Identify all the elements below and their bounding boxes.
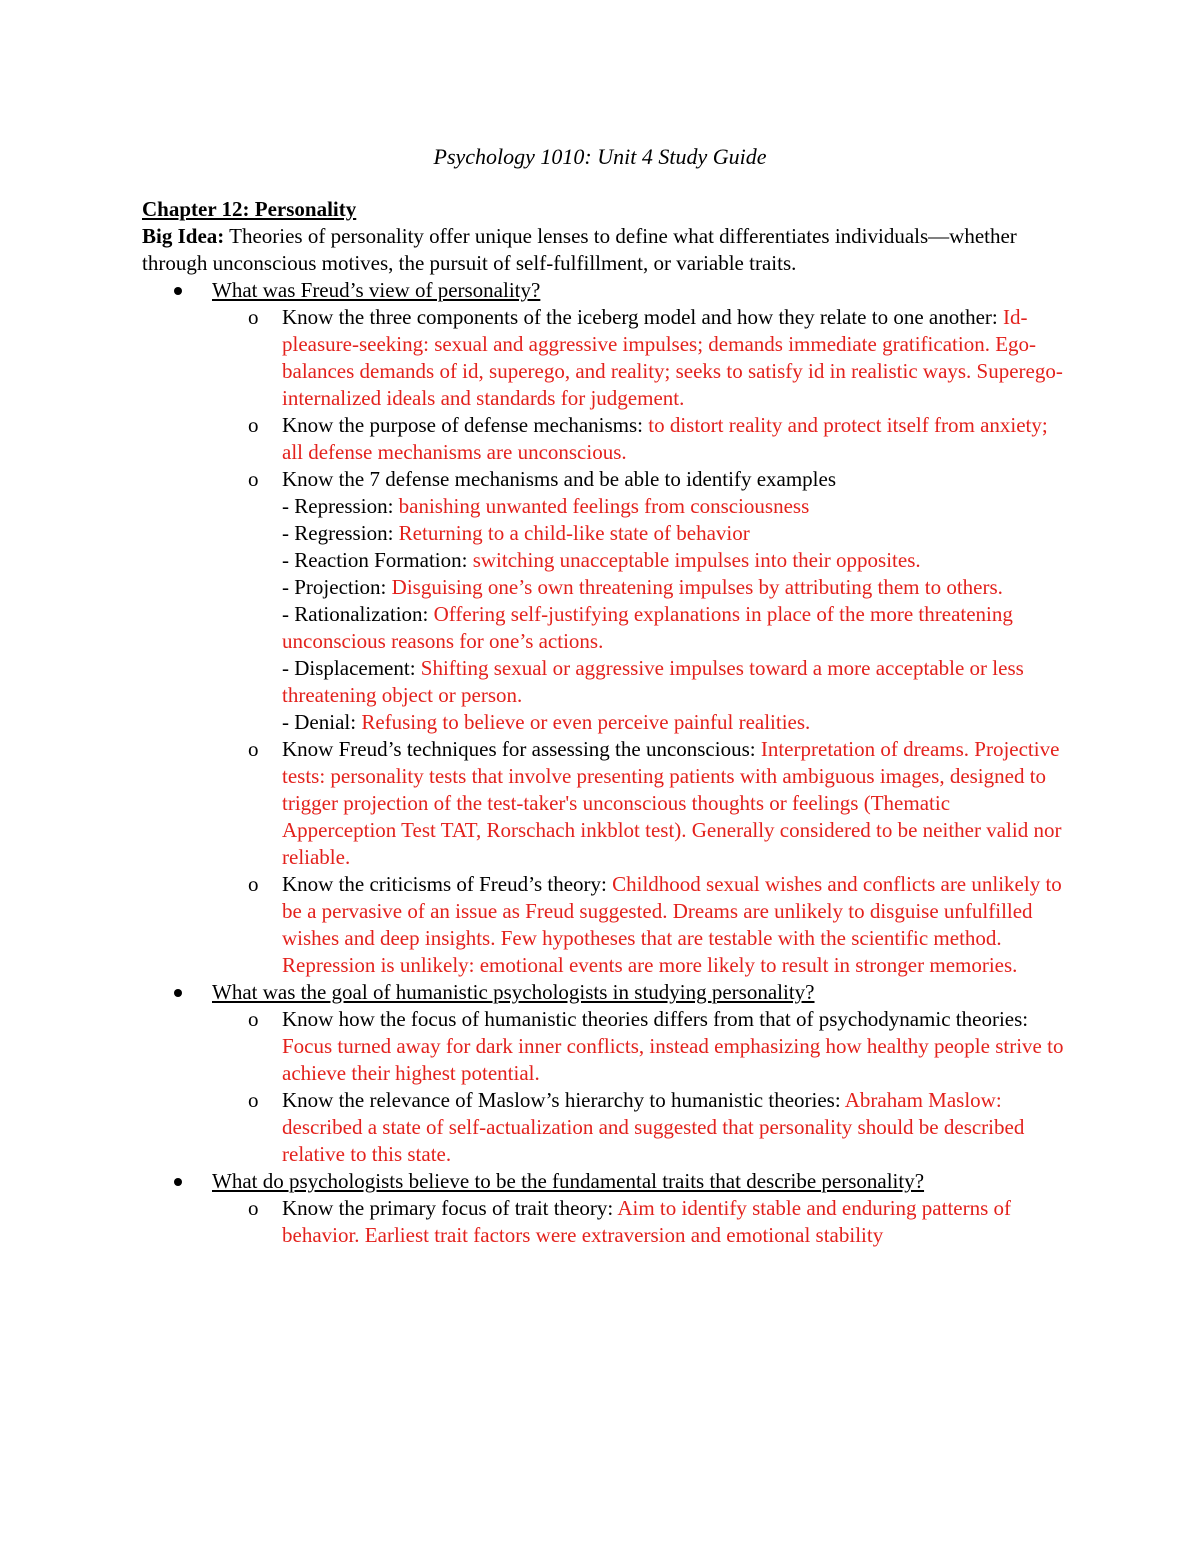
defense-mechanism-definition: Refusing to believe or even perceive painful realities. — [361, 710, 811, 734]
sub-bullet-icon: o — [248, 1088, 259, 1112]
defense-mechanism-line — [282, 547, 1067, 574]
defense-mechanism-definition: switching unacceptable impulses into their opposites. — [472, 548, 921, 572]
sub-bullet-icon: o — [248, 872, 259, 896]
sub-item — [212, 466, 1067, 736]
chapter-heading: Chapter 12: Personality — [142, 197, 357, 221]
sub-bullet-icon: o — [248, 305, 259, 329]
big-idea-label: Big Idea: — [142, 224, 225, 248]
sub-item-answer: Childhood sexual wishes and conflicts are unlikely to be a pervasive of an issue as Freud suggested. Dreams are unlikely to disguise unfulfilled wishes and deep insights. Few hypotheses that are testable with the scientific method. Repression is unlikely: emotional events are more likely to result in stronger memories. — [282, 872, 1062, 977]
sub-item-answer: Aim to identify stable and enduring patterns of behavior. Earliest trait factors were extraversion and emotional stability — [282, 1196, 1012, 1247]
defense-mechanism-term: - Denial: — [282, 710, 362, 734]
big-idea-text: Theories of personality offer unique lenses to define what differentiates individuals—whether through unconscious motives, the pursuit of self-fulfillment, or variable traits. — [142, 224, 1017, 275]
document-body — [142, 196, 1067, 1249]
sub-bullet-icon: o — [248, 737, 259, 761]
bullet-icon — [174, 1178, 182, 1186]
question-text: What was Freud’s view of personality? — [212, 278, 541, 302]
sub-item-prompt: Know Freud’s techniques for assessing the unconscious: — [282, 737, 761, 761]
defense-mechanism-term: - Reaction Formation: — [282, 548, 473, 572]
sub-bullet-icon: o — [248, 1007, 259, 1031]
sub-item-list — [212, 1006, 1067, 1168]
sub-bullet-icon: o — [248, 413, 259, 437]
question-text: What do psychologists believe to be the fundamental traits that describe personality? — [212, 1169, 925, 1193]
question-item — [142, 979, 1067, 1168]
defense-mechanism-term: - Rationalization: — [282, 602, 434, 626]
sub-item — [212, 871, 1067, 979]
bullet-icon — [174, 989, 182, 997]
defense-mechanism-definition: Shifting sexual or aggressive impulses toward a more acceptable or less threatening object or person. — [282, 656, 1024, 707]
defense-mechanism-definition: banishing unwanted feelings from consciousness — [398, 494, 810, 518]
question-item — [142, 277, 1067, 979]
defense-mechanism-definition: Disguising one’s own threatening impulses by attributing them to others. — [391, 575, 1003, 599]
sub-item — [212, 304, 1067, 412]
sub-item-prompt: Know the criticisms of Freud’s theory: — [282, 872, 613, 896]
sub-item-prompt: Know how the focus of humanistic theories differs from that of psychodynamic theories: — [282, 1007, 1029, 1031]
defense-mechanism-line — [282, 655, 1067, 709]
sub-item-answer: Focus turned away for dark inner conflicts, instead emphasizing how healthy people strive to achieve their highest potential. — [282, 1034, 1064, 1085]
sub-item-answer: Id- pleasure-seeking: sexual and aggressive impulses; demands immediate gratification. Ego- balances demands of id, superego, and reality; seeks to satisfy id in realistic ways. Superego- internalized ideals and standards for judgement. — [282, 305, 1063, 410]
sub-item-answer: Abraham Maslow: described a state of self-actualization and suggested that personality should be described relative to this state. — [282, 1088, 1025, 1166]
sub-item-prompt: Know the relevance of Maslow’s hierarchy to humanistic theories: — [282, 1088, 845, 1112]
sub-item-prompt: Know the 7 defense mechanisms and be able to identify examples — [282, 467, 836, 491]
question-text: What was the goal of humanistic psychologists in studying personality? — [212, 980, 815, 1004]
defense-mechanism-line — [282, 493, 1067, 520]
sub-item — [212, 1006, 1067, 1087]
defense-mechanism-line — [282, 601, 1067, 655]
sub-item — [212, 1087, 1067, 1168]
sub-item — [212, 736, 1067, 871]
defense-mechanism-term: - Repression: — [282, 494, 399, 518]
sub-item-prompt: Know the primary focus of trait theory: — [282, 1196, 618, 1220]
sub-item — [212, 412, 1067, 466]
sub-item-prompt: Know the purpose of defense mechanisms: — [282, 413, 649, 437]
question-item — [142, 1168, 1067, 1249]
defense-mechanism-line — [282, 520, 1067, 547]
question-list — [142, 277, 1067, 1249]
sub-item-prompt: Know the three components of the iceberg model and how they relate to one another: — [282, 305, 1003, 329]
defense-mechanism-line — [282, 709, 1067, 736]
sub-bullet-icon: o — [248, 1196, 259, 1220]
sub-item — [212, 1195, 1067, 1249]
defense-mechanism-term: - Displacement: — [282, 656, 421, 680]
big-idea-paragraph — [142, 223, 1067, 277]
bullet-icon — [174, 287, 182, 295]
document-title: Psychology 1010: Unit 4 Study Guide — [433, 144, 767, 169]
defense-mechanism-line — [282, 574, 1067, 601]
defense-mechanism-term: - Regression: — [282, 521, 399, 545]
defense-mechanism-definition: Returning to a child-like state of behavior — [398, 521, 750, 545]
sub-item-answer: Interpretation of dreams. Projective tests: personality tests that involve presenting patients with ambiguous images, designed to trigger projection of the test-taker's unconscious thoughts or feelings (Thematic Apperception Test TAT, Rorschach inkblot test). Generally considered to be neither valid nor reliable. — [282, 737, 1062, 869]
sub-item-answer: to distort reality and protect itself from anxiety; all defense mechanisms are unconscious. — [282, 413, 1048, 464]
defense-mechanism-term: - Projection: — [282, 575, 392, 599]
sub-item-list — [212, 304, 1067, 979]
defense-mechanism-definition: Offering self-justifying explanations in place of the more threatening unconscious reasons for one’s actions. — [282, 602, 1013, 653]
sub-bullet-icon: o — [248, 467, 259, 491]
sub-item-list — [212, 1195, 1067, 1249]
